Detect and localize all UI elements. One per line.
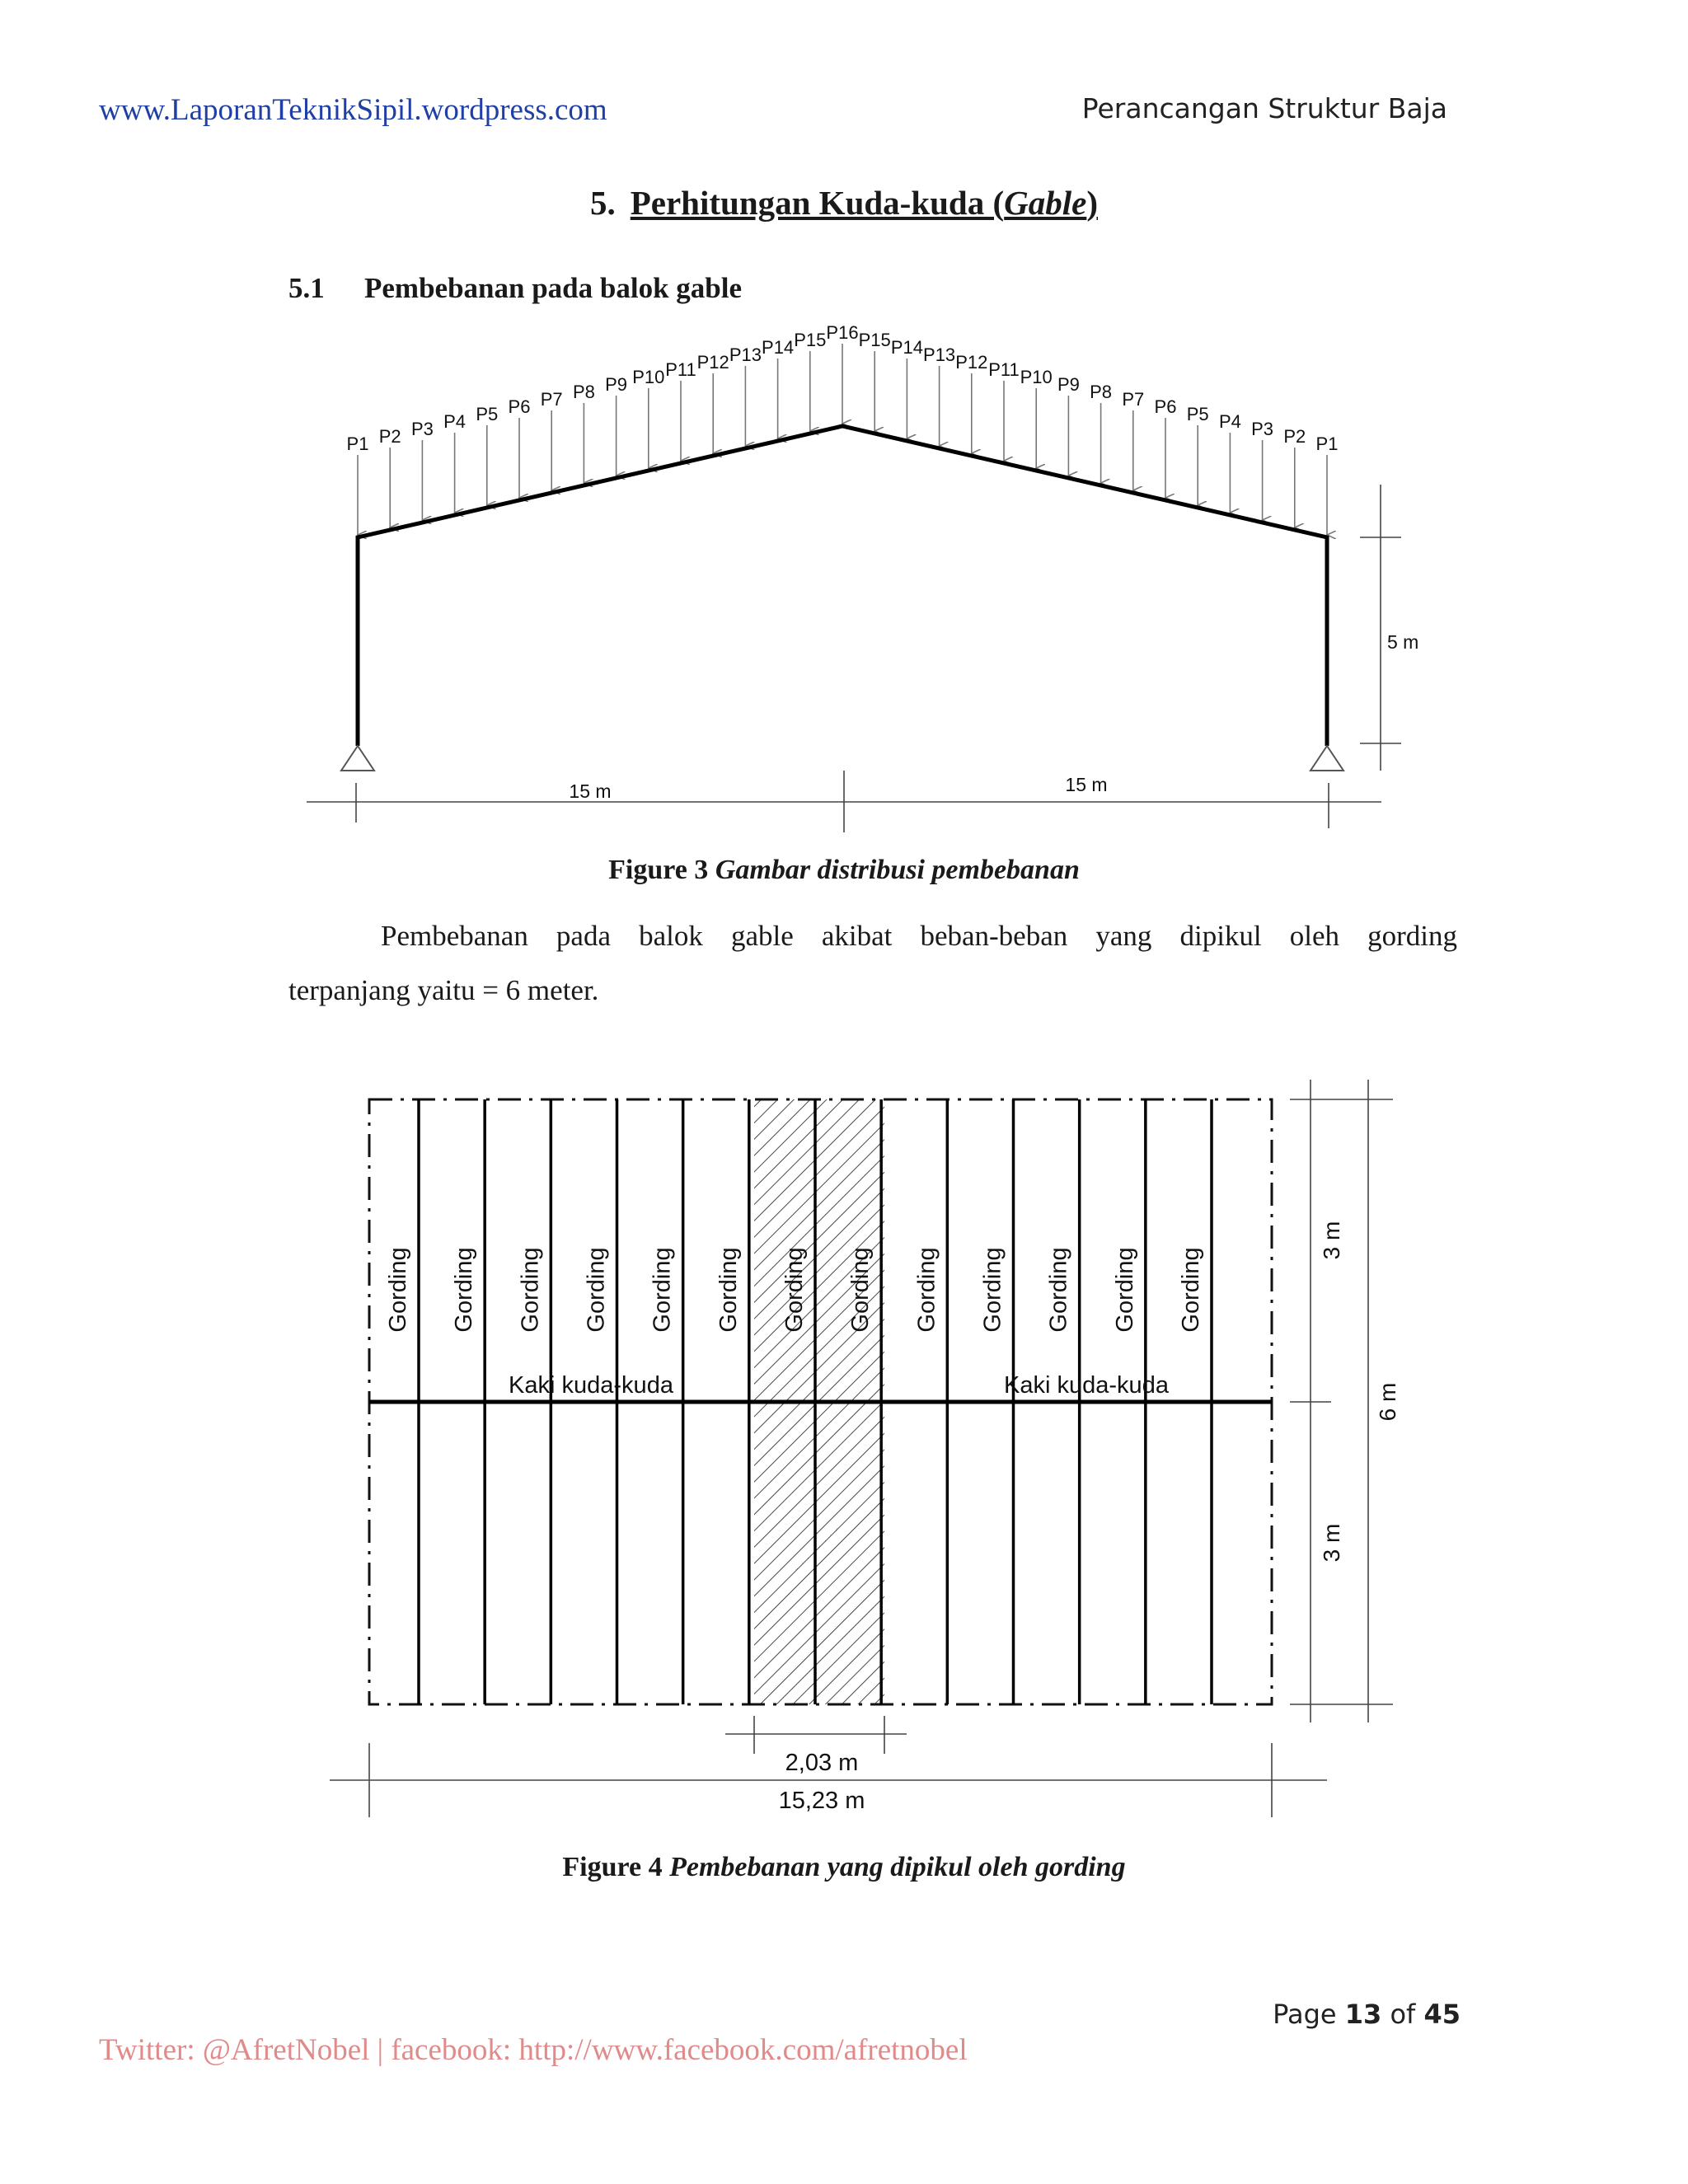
page-number [1273,1999,1461,2030]
load-label: P3 [410,419,434,439]
paragraph-line-2: terpanjang yaitu = 6 meter. [288,974,599,1006]
load-label: P10 [632,367,665,387]
load-label: P14 [890,337,923,358]
purlin-label: Gording [1178,1247,1204,1333]
page-prefix: Page [1273,1999,1337,2030]
load-label: P4 [1218,411,1241,432]
purlin-label: Gording [913,1247,940,1333]
dim-span-label: 15,23 m [778,1788,865,1814]
purlin-label: Gording [517,1247,544,1333]
load-label: P12 [955,352,988,373]
page-total: 45 [1423,1999,1461,2030]
purlin-label: Gording [1045,1247,1072,1333]
load-label: P11 [988,359,1020,380]
load-label: P3 [1251,419,1274,439]
figure-3-caption-text: Gambar distribusi pembebanan [715,855,1080,885]
chapter-title-main: Perhitungan Kuda-kuda ( [630,184,1005,222]
load-label: P13 [729,344,762,365]
dim-bottom-label: 3 m [1319,1523,1344,1563]
load-label: P16 [826,322,859,343]
page-of: of [1390,1999,1416,2030]
load-label: P15 [858,330,891,350]
span-left-label: 15 m [569,780,612,802]
load-label: P2 [1283,426,1306,447]
chapter-number: 5. [589,184,616,222]
figure-3-caption-prefix: Figure 3 [608,855,709,885]
dim-tributary-label: 2,03 m [785,1750,859,1776]
load-label: P2 [378,426,401,447]
load-label: P15 [794,330,827,350]
load-label: P6 [1154,396,1177,417]
figure-4-caption [0,1852,1688,1883]
purlin-label: Gording [583,1247,610,1333]
height-label: 5 m [1387,631,1419,653]
header-doc-title: Perancangan Struktur Baja [1081,92,1447,124]
section-text: Pembebanan pada balok gable [364,272,743,304]
figure-4-caption-prefix: Figure 4 [562,1852,663,1882]
load-label: P10 [1020,367,1053,387]
rafter-left-label: Kaki kuda-kuda [509,1372,673,1399]
load-label: P1 [346,434,369,454]
load-label: P7 [540,389,563,410]
load-label: P9 [1057,374,1080,395]
load-label: P9 [605,374,628,395]
purlin-label: Gording [979,1247,1006,1333]
load-label: P12 [696,352,729,373]
load-label: P5 [1186,404,1209,424]
load-label: P14 [762,337,795,358]
chapter-title-end: ) [1086,184,1098,222]
purlin-label: Gording [847,1247,874,1333]
load-label: P1 [1315,434,1339,454]
purlin-label: Gording [385,1247,411,1333]
load-label: P5 [476,404,499,424]
purlin-labels [385,1247,1204,1332]
load-label: P8 [572,382,595,402]
page-current: 13 [1344,1999,1382,2030]
purlin-label: Gording [781,1247,808,1333]
header-website[interactable]: www.LaporanTeknikSipil.wordpress.com [99,93,607,127]
load-label: P6 [508,396,531,417]
dim-top-label: 3 m [1319,1221,1344,1260]
purlin-label: Gording [649,1247,676,1333]
load-label: P7 [1122,389,1145,410]
figure-4-caption-text: Pembebanan yang dipikul oleh gording [669,1852,1126,1882]
load-label: P13 [923,344,956,365]
purlin-label: Gording [1111,1247,1138,1333]
rafter-right-label: Kaki kuda-kuda [1004,1372,1169,1399]
dim-total-label: 6 m [1375,1382,1400,1422]
section-number: 5.1 [288,272,325,304]
paragraph-line-1: Pembebanan pada balok gable akibat beban-beban yang dipikul oleh gording [381,920,1457,952]
footer-social-links[interactable]: Twitter: @AfretNobel | facebook: http://www.facebook.com/afretnobel [99,2033,968,2067]
load-label: P8 [1090,382,1113,402]
span-right-label: 15 m [1065,774,1108,795]
purlin-label: Gording [451,1247,478,1333]
load-label: P11 [665,359,696,380]
chapter-title-italic: Gable [1004,184,1087,222]
purlin-label: Gording [715,1247,742,1333]
load-label: P4 [443,411,467,432]
